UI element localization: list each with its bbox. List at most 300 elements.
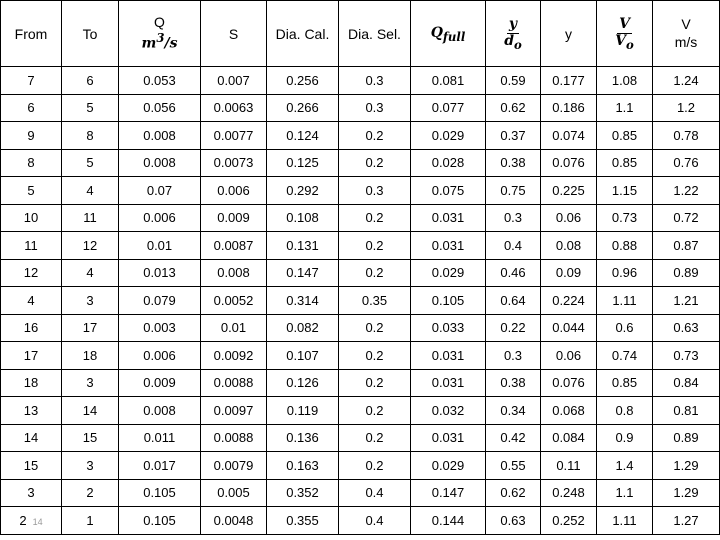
table-cell (486, 204, 541, 232)
table-cell (119, 479, 201, 507)
cell-value: 0.248 (552, 485, 585, 501)
table-cell (201, 314, 267, 342)
cell-value: 0.006 (143, 347, 176, 363)
cell-value: 1.1 (615, 100, 634, 116)
cell-value: 0.076 (552, 375, 585, 391)
table-row (1, 149, 720, 177)
cell-value: 0.0073 (213, 155, 254, 171)
table-cell (1, 479, 62, 507)
cell-value: 0.292 (286, 182, 319, 198)
table-row (1, 177, 720, 205)
table-cell (411, 452, 486, 480)
table-cell (411, 177, 486, 205)
cell-value: 0.031 (431, 375, 465, 391)
cell-value: 0.005 (217, 485, 250, 501)
cell-value: 1.27 (673, 512, 699, 528)
table-cell (267, 67, 339, 95)
header-dia-cal: Dia. Cal. (267, 1, 339, 67)
table-cell (411, 67, 486, 95)
table-row (1, 94, 720, 122)
table-cell (541, 507, 597, 535)
cell-value: 2 (86, 485, 94, 501)
table-cell (339, 177, 411, 205)
cell-value: 4 (86, 182, 94, 198)
table-row (1, 479, 720, 507)
cell-value: 0.107 (286, 347, 319, 363)
table-cell (267, 232, 339, 260)
table-cell (597, 479, 653, 507)
cell-value: 0.2 (365, 430, 384, 446)
cell-value: 0.077 (431, 100, 465, 116)
table-cell (119, 122, 201, 150)
table-cell (486, 177, 541, 205)
cell-value: 0.105 (143, 512, 176, 528)
cell-value: 0.22 (500, 320, 526, 336)
table-cell (653, 369, 720, 397)
header-row (1, 1, 720, 67)
table-cell (541, 94, 597, 122)
cell-value: 0.081 (431, 72, 465, 88)
cell-value: 0.124 (286, 127, 319, 143)
table-cell (119, 397, 201, 425)
table-row (1, 287, 720, 315)
cell-value: 0.38 (500, 375, 526, 391)
table-cell (119, 94, 201, 122)
cell-value: 1.4 (615, 457, 634, 473)
cell-value: 0.62 (500, 100, 526, 116)
cell-value: 0.079 (143, 292, 176, 308)
table-cell (62, 259, 119, 287)
cell-value: 0.252 (552, 512, 585, 528)
table-cell (486, 397, 541, 425)
table-cell (541, 232, 597, 260)
table-cell (119, 67, 201, 95)
cell-value: 0.3 (365, 100, 384, 116)
cell-value: 14 (82, 402, 98, 418)
table-cell (201, 424, 267, 452)
table-cell (1, 424, 62, 452)
cell-value: 0.003 (143, 320, 176, 336)
header-v-over-vo: $\frac{V}{V_o}$ (597, 1, 653, 67)
table-row (1, 452, 720, 480)
table-cell (486, 452, 541, 480)
cell-value: 0.2 (365, 210, 384, 226)
cell-value: 0.006 (143, 210, 176, 226)
table-cell (339, 479, 411, 507)
table-row (1, 314, 720, 342)
table-row (1, 507, 720, 535)
cell-value: 0.163 (286, 457, 319, 473)
cell-value: 17 (82, 320, 98, 336)
cell-value: 0.008 (143, 127, 176, 143)
table-cell (201, 479, 267, 507)
page-number: 14 (32, 516, 43, 527)
table-cell (119, 177, 201, 205)
table-cell (267, 342, 339, 370)
cell-value: 1.29 (673, 485, 699, 501)
table-cell (201, 369, 267, 397)
table-cell (541, 149, 597, 177)
cell-value: 0.73 (611, 210, 638, 226)
table-cell (541, 342, 597, 370)
table-cell (541, 397, 597, 425)
table-cell (201, 287, 267, 315)
table-cell (541, 122, 597, 150)
cell-value: 0.0079 (213, 457, 254, 473)
cell-value: 0.85 (611, 155, 638, 171)
table-cell (486, 287, 541, 315)
table-body (1, 67, 720, 535)
cell-value: 0.131 (286, 237, 319, 253)
table-cell (541, 369, 597, 397)
header-q-label: Q (154, 13, 165, 30)
table-cell (486, 342, 541, 370)
cell-value: 0.0048 (213, 512, 254, 528)
table-cell (411, 204, 486, 232)
header-y: y (541, 1, 597, 67)
cell-value: 7 (27, 72, 35, 88)
table-cell (62, 122, 119, 150)
cell-value: 0.2 (365, 155, 384, 171)
table-cell (486, 94, 541, 122)
cell-value: 0.029 (431, 457, 465, 473)
table-cell (486, 479, 541, 507)
cell-value: 0.78 (673, 127, 699, 143)
table-cell (119, 287, 201, 315)
cell-value: 0.01 (220, 320, 247, 336)
table-cell (1, 232, 62, 260)
table-cell (1, 397, 62, 425)
cell-value: 0.147 (431, 485, 465, 501)
table-cell (201, 149, 267, 177)
cell-value: 12 (23, 265, 39, 281)
table-cell (597, 259, 653, 287)
table-cell (653, 507, 720, 535)
cell-value: 0.88 (611, 237, 638, 253)
cell-value: 0.177 (552, 72, 585, 88)
cell-value: 3 (86, 375, 94, 391)
table-cell (597, 94, 653, 122)
cell-value: 0.37 (500, 127, 526, 143)
table-cell (411, 479, 486, 507)
table-cell (653, 452, 720, 480)
table-cell (267, 287, 339, 315)
header-dia-sel: Dia. Sel. (339, 1, 411, 67)
cell-value: 0.126 (286, 375, 319, 391)
table-cell (119, 507, 201, 535)
table-cell (1, 149, 62, 177)
table-cell (486, 122, 541, 150)
table-cell (201, 397, 267, 425)
cell-value: 6 (86, 72, 94, 88)
header-to: To (62, 1, 119, 67)
table-cell (411, 232, 486, 260)
table-cell (1, 67, 62, 95)
table-cell (62, 67, 119, 95)
cell-value: 0.224 (552, 292, 585, 308)
cell-value: 6 (27, 100, 35, 116)
table-cell (339, 122, 411, 150)
cell-value: 0.42 (500, 430, 526, 446)
cell-value: 0.46 (500, 265, 526, 281)
table-cell (486, 314, 541, 342)
table-cell (201, 94, 267, 122)
table-cell (201, 342, 267, 370)
cell-value: 17 (23, 347, 39, 363)
cell-value: 18 (23, 375, 39, 391)
cell-value: 1.11 (612, 292, 637, 308)
cell-value: 0.59 (500, 72, 526, 88)
table-cell (119, 424, 201, 452)
cell-value: 0.008 (143, 402, 176, 418)
table-cell (339, 507, 411, 535)
cell-value: 0.009 (217, 210, 250, 226)
table-cell (1, 452, 62, 480)
cell-value: 0.125 (286, 155, 319, 171)
table-cell (339, 232, 411, 260)
table-cell (541, 287, 597, 315)
table-row (1, 122, 720, 150)
cell-value: 0.076 (552, 155, 585, 171)
cell-value: 0.89 (673, 265, 699, 281)
table-cell (1, 369, 62, 397)
table-cell (339, 424, 411, 452)
table-cell (411, 342, 486, 370)
cell-value: 0.0063 (213, 100, 254, 116)
cell-value: 0.81 (673, 402, 699, 418)
table-cell (541, 259, 597, 287)
table-cell (597, 149, 653, 177)
table-cell (339, 342, 411, 370)
table-row (1, 397, 720, 425)
cell-value: 0.55 (500, 457, 526, 473)
cell-value: 1.2 (676, 100, 696, 116)
cell-value: 0.006 (217, 182, 250, 198)
header-q-full: $Q_{full}$ (411, 1, 486, 67)
table-cell (119, 232, 201, 260)
cell-value: 0.144 (431, 512, 465, 528)
table-cell (653, 479, 720, 507)
cell-value: 0.105 (431, 292, 465, 308)
table-cell (62, 507, 119, 535)
table-cell (62, 424, 119, 452)
cell-value: 0.96 (611, 265, 638, 281)
cell-value: 0.082 (286, 320, 319, 336)
table-cell (119, 259, 201, 287)
cell-value: 2 (19, 512, 27, 528)
table-cell (339, 259, 411, 287)
cell-value: 0.029 (431, 127, 465, 143)
table-cell (411, 122, 486, 150)
cell-value: 0.028 (431, 155, 465, 171)
cell-value: 0.85 (611, 127, 638, 143)
table-cell (597, 232, 653, 260)
header-v-unit: m/s (674, 33, 698, 50)
table-cell (653, 314, 720, 342)
table-cell (62, 287, 119, 315)
cell-value: 0.031 (431, 237, 465, 253)
cell-value: 0.06 (555, 210, 582, 226)
cell-value: 0.4 (503, 237, 523, 253)
cell-value: 0.2 (365, 347, 384, 363)
cell-value: 14 (23, 430, 39, 446)
cell-value: 0.186 (552, 100, 585, 116)
table-cell (541, 177, 597, 205)
table-cell (653, 204, 720, 232)
table-cell (339, 287, 411, 315)
table-cell (411, 397, 486, 425)
table-row (1, 204, 720, 232)
table-cell (411, 149, 486, 177)
cell-value: 0.0087 (213, 237, 254, 253)
cell-value: 0.4 (365, 485, 384, 501)
table-cell (62, 94, 119, 122)
cell-value: 0.053 (143, 72, 176, 88)
table-cell (1, 94, 62, 122)
table-cell (486, 232, 541, 260)
cell-value: 0.105 (143, 485, 176, 501)
cell-value: 11 (83, 210, 97, 226)
table-cell (62, 452, 119, 480)
cell-value: 8 (86, 127, 94, 143)
table-cell (62, 479, 119, 507)
table-cell (653, 259, 720, 287)
table-cell (411, 94, 486, 122)
table-cell (1, 122, 62, 150)
table-cell (486, 424, 541, 452)
table-cell (267, 479, 339, 507)
table-cell (597, 507, 653, 535)
table-cell (267, 259, 339, 287)
table-cell (411, 507, 486, 535)
table-cell (201, 507, 267, 535)
table-cell (653, 122, 720, 150)
cell-value: 16 (23, 320, 39, 336)
table-cell (597, 314, 653, 342)
table-cell (597, 452, 653, 480)
cell-value: 10 (23, 210, 39, 226)
cell-value: 0.63 (673, 320, 699, 336)
cell-value: 0.013 (143, 265, 176, 281)
table-cell (486, 149, 541, 177)
cell-value: 0.72 (673, 210, 699, 226)
cell-value: 0.3 (365, 182, 384, 198)
table-cell (1, 259, 62, 287)
table-cell (62, 369, 119, 397)
cell-value: 0.0097 (213, 402, 254, 418)
table-cell (597, 369, 653, 397)
table-cell (201, 232, 267, 260)
table-cell (653, 149, 720, 177)
cell-value: 0.85 (611, 375, 638, 391)
cell-value: 0.031 (431, 430, 465, 446)
cell-value: 0.3 (503, 210, 523, 226)
table-cell (339, 94, 411, 122)
cell-value: 0.11 (556, 457, 581, 473)
cell-value: 0.62 (500, 485, 526, 501)
table-cell (339, 149, 411, 177)
header-v-label: V (681, 16, 691, 32)
cell-value: 0.008 (143, 155, 176, 171)
cell-value: 0.74 (611, 347, 638, 363)
cell-value: 0.84 (673, 375, 699, 391)
table-cell (653, 232, 720, 260)
table-cell (339, 452, 411, 480)
table-cell (119, 149, 201, 177)
cell-value: 0.4 (365, 512, 384, 528)
table-cell (201, 122, 267, 150)
table-cell (267, 149, 339, 177)
table-cell (411, 259, 486, 287)
table-cell (267, 369, 339, 397)
cell-value: 0.147 (286, 265, 319, 281)
cell-value: 0.074 (552, 127, 585, 143)
cell-value: 0.355 (286, 512, 319, 528)
cell-value: 1.08 (611, 72, 638, 88)
cell-value: 0.225 (552, 182, 585, 198)
header-q-unit: $m^3/s$ (141, 31, 178, 52)
cell-value: 0.63 (500, 512, 526, 528)
table-cell (339, 204, 411, 232)
cell-value: 1.15 (611, 182, 638, 198)
table-cell (541, 204, 597, 232)
table-cell (62, 397, 119, 425)
table-cell (62, 314, 119, 342)
cell-value: 15 (23, 457, 39, 473)
table-row (1, 342, 720, 370)
cell-value: 0.01 (146, 237, 173, 253)
header-from: From (1, 1, 62, 67)
cell-value: 0.0092 (213, 347, 254, 363)
table-cell (1, 342, 62, 370)
table-cell (267, 122, 339, 150)
cell-value: 1.11 (612, 512, 637, 528)
table-cell (267, 424, 339, 452)
cell-value: 8 (27, 155, 35, 171)
cell-value: 0.3 (503, 347, 523, 363)
table-cell (541, 424, 597, 452)
cell-value: 0.033 (431, 320, 465, 336)
cell-value: 0.2 (365, 127, 384, 143)
table-cell (339, 369, 411, 397)
cell-value: 4 (86, 265, 94, 281)
cell-value: 0.08 (555, 237, 582, 253)
table-cell (62, 232, 119, 260)
header-s: S (201, 1, 267, 67)
table-cell (201, 177, 267, 205)
cell-value: 0.2 (365, 402, 384, 418)
cell-value: 0.87 (673, 237, 699, 253)
table-cell (119, 342, 201, 370)
cell-value: 0.075 (431, 182, 465, 198)
cell-value: 0.119 (286, 402, 319, 418)
cell-value: 0.8 (615, 402, 634, 418)
cell-value: 15 (82, 430, 98, 446)
table-cell (411, 424, 486, 452)
table-cell (653, 424, 720, 452)
table-cell (541, 452, 597, 480)
table-cell (1, 204, 62, 232)
cell-value: 0.9 (615, 430, 634, 446)
cell-value: 0.06 (555, 347, 582, 363)
cell-value: 9 (27, 127, 35, 143)
table-cell (411, 314, 486, 342)
table-cell (267, 397, 339, 425)
cell-value: 0.017 (143, 457, 176, 473)
table-cell (62, 204, 119, 232)
cell-value: 0.031 (431, 347, 465, 363)
cell-value: 0.044 (552, 320, 585, 336)
